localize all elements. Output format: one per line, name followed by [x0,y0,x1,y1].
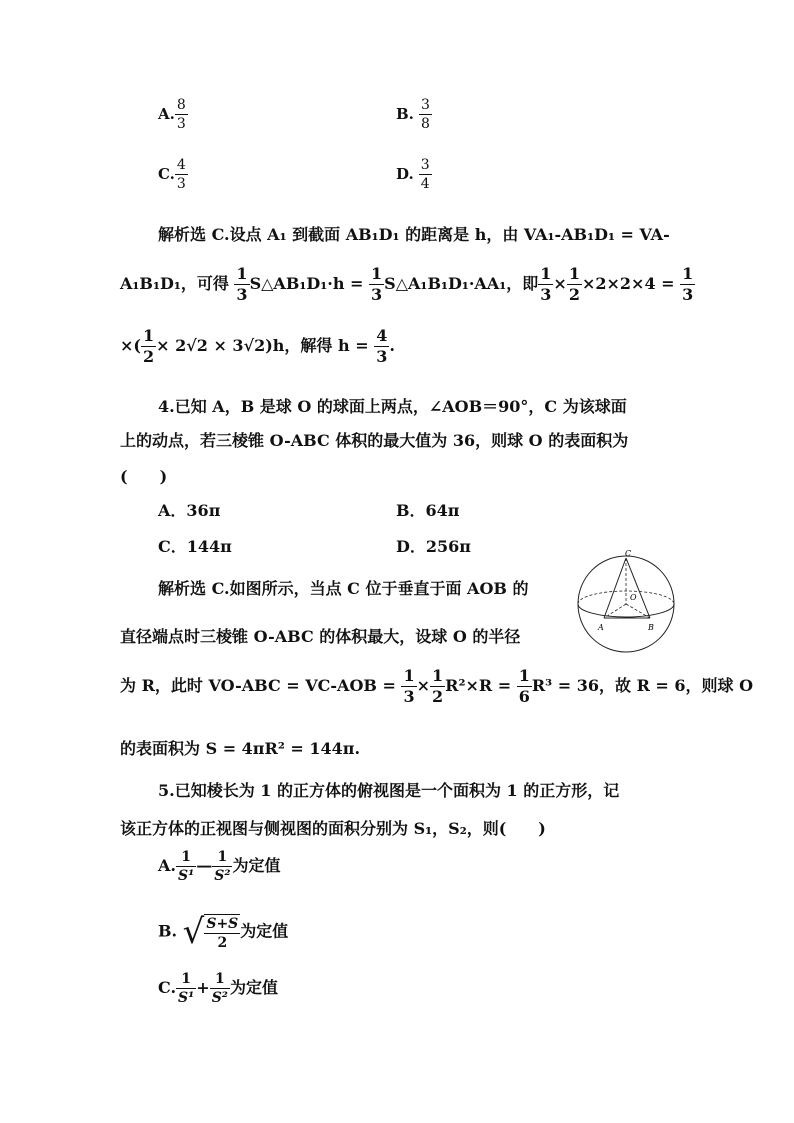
option-label: D. [396,165,414,183]
fraction: $\frac{3}{8}$ [421,97,430,132]
fraction: $\frac{1}{2}$ [432,666,444,706]
option-a [158,98,188,131]
fraction: $\frac{1}{\text{S²}}$ [211,971,228,1006]
fraction: $\frac{1}{3}$ [371,264,383,304]
option-b [396,98,432,131]
q4-solution-line-1: 解析选 C.如图所示，当点 C 位于垂直于面 AOB 的 [158,579,529,598]
q4-option-b: B．64π [396,501,460,520]
fraction: $\frac{1}{2}$ [568,264,580,304]
q4-option-c: C．144π [158,537,232,556]
fraction: $\frac{1}{\text{S¹}}$ [177,849,195,884]
fraction: $\frac{1}{3}$ [236,264,248,304]
fraction: $\frac{1}{3}$ [403,666,415,706]
label-c: C [625,549,632,558]
label-b: B [648,623,654,632]
q4-stem-line-1: 4.已知 A，B 是球 O 的球面上两点，∠AOB＝90°，C 为该球面 [158,397,627,416]
q4-option-a: A．36π [158,501,221,520]
q4-solution-line-2: 直径端点时三棱锥 O-ABC 的体积最大，设球 O 的半径 [120,627,521,646]
solution-line-3: ×( $\frac{1}{2}$ × 2√2 × 3√2)h，解得 h = $\frac{4}{3}$ . [120,326,395,366]
fraction: $\frac{1}{3}$ [682,264,694,304]
option-label: B. [396,105,414,123]
fraction: $\frac{4}{3}$ [176,157,186,192]
option-d [396,158,432,191]
solution-line-2: A₁B₁D₁，可得 $\frac{1}{3}$ S△AB₁D₁·h = $\frac{1}{3}$ S△A₁B₁D₁·AA₁，即 $\frac{1}{3}$ × $\frac{1}{2}$ ×2×2×4 = $\frac{1}{3}$ [120,264,694,304]
fraction: $\frac{S+S}{2}$ [206,916,239,951]
q5-option-b: B. √ $\frac{S+S}{2}$ 为定值 [158,912,289,952]
q4-stem-line-3: ( ) [120,467,168,486]
fraction: $\frac{1}{\text{S¹}}$ [178,971,195,1006]
q5-option-c: C. $\frac{1}{\text{S¹}}$ + $\frac{1}{\text{S²}}$ 为定值 [158,971,278,1006]
q5-stem-line-2: 该正方体的正视图与侧视图的面积分别为 S₁，S₂，则( ) [120,819,546,838]
option-c [158,158,188,191]
label-o: O [630,593,637,602]
sphere-figure [570,548,682,654]
option-label: C. [158,165,175,183]
q4-stem-line-2: 上的动点，若三棱锥 O-ABC 体积的最大值为 36，则球 O 的表面积为 [120,431,629,450]
fraction: $\frac{3}{4}$ [420,157,430,192]
sqrt-expression [183,912,241,952]
fraction: $\frac{1}{\text{S²}}$ [214,849,231,884]
fraction: $\frac{1}{3}$ [540,264,552,304]
label-a: A [598,623,604,632]
solution-line-1: 解析选 C.设点 A₁ 到截面 AB₁D₁ 的距离是 h，由 VA₁-AB₁D₁ = VA- [158,225,670,244]
q4-solution-line-4: 的表面积为 S = 4πR² = 144π. [120,739,361,758]
fraction: $\frac{1}{6}$ [518,666,530,706]
option-label: A. [158,105,175,123]
fraction: $\frac{1}{2}$ [142,326,155,366]
q5-stem-line-1: 5.已知棱长为 1 的正方体的俯视图是一个面积为 1 的正方形，记 [158,781,620,800]
fraction: $\frac{4}{3}$ [376,326,388,366]
q4-option-d: D．256π [396,537,471,556]
fraction: $\frac{8}{3}$ [176,97,186,132]
radical-sign: √ [182,912,205,952]
q5-option-a: A. $\frac{1}{\text{S¹}}$ — $\frac{1}{\text{S²}}$ 为定值 [158,849,281,884]
q4-solution-line-3: 为 R，此时 VO-ABC = VC-AOB = $\frac{1}{3}$ × $\frac{1}{2}$ R²×R = $\frac{1}{6}$ R³ = 36，故 R = 6，则球 O [120,666,754,706]
